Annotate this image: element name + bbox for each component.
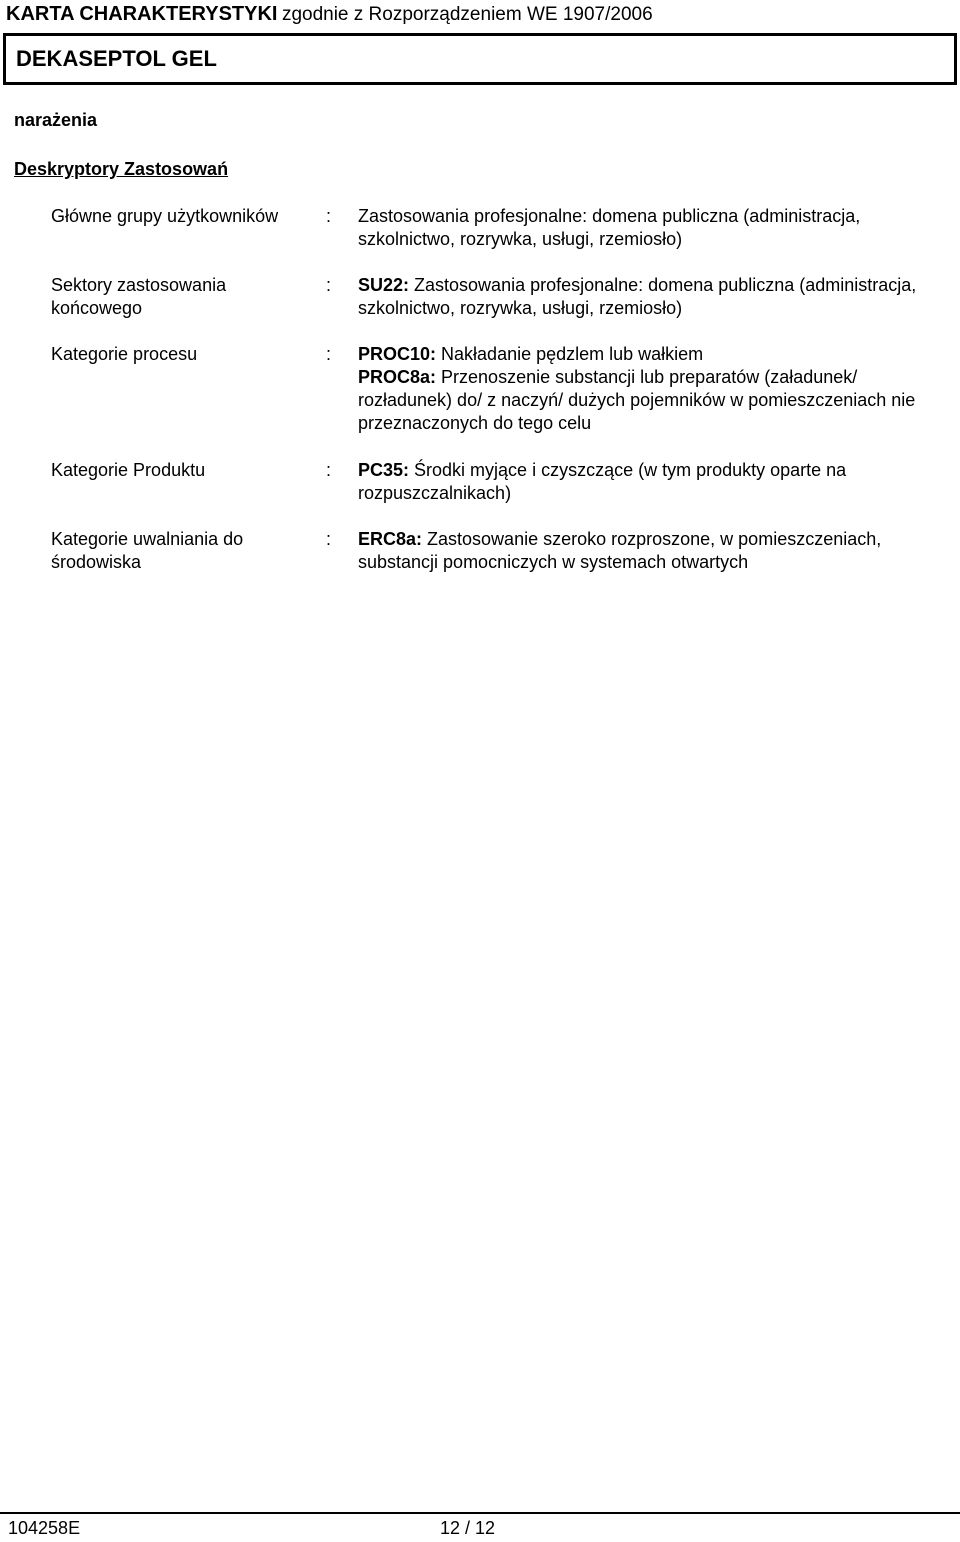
page-number: 12 / 12 <box>440 1518 496 1538</box>
descriptor-value <box>358 205 953 251</box>
descriptor-code: SU22: <box>358 275 410 295</box>
descriptor-label: Kategorie Produktu <box>51 460 206 480</box>
page-footer <box>0 1512 960 1542</box>
descriptor-code: PROC8a: <box>358 367 437 387</box>
descriptor-label: Sektory zastosowania końcowego <box>51 275 227 318</box>
descriptor-text: Zastosowanie szeroko rozproszone, w pomieszczeniach, substancji pomocniczych w systemach otwartych <box>358 529 882 572</box>
descriptor-code: ERC8a: <box>358 529 423 549</box>
descriptor-line <box>358 366 953 435</box>
descriptor-value <box>358 274 953 320</box>
descriptor-label: Kategorie procesu <box>51 344 198 364</box>
descriptor-text: Zastosowania profesjonalne: domena publiczna (administracja, szkolnictwo, rozrywka, usługi, rzemiosło) <box>358 206 861 249</box>
descriptor-label: Kategorie uwalniania do środowiska <box>51 529 244 572</box>
descriptor-line <box>358 459 953 505</box>
descriptor-code: PC35: <box>358 460 410 480</box>
document-header <box>0 0 960 30</box>
descriptor-text: Nakładanie pędzlem lub wałkiem <box>436 344 704 364</box>
descriptor-line <box>358 205 953 251</box>
descriptor-colon: : <box>326 206 332 226</box>
descriptor-value <box>358 343 953 435</box>
use-descriptors-heading: Deskryptory Zastosowań <box>14 159 229 179</box>
descriptor-line <box>358 274 953 320</box>
descriptor-colon: : <box>326 344 332 364</box>
descriptor-colon: : <box>326 529 332 549</box>
descriptor-text: Przenoszenie substancji lub preparatów (załadunek/ rozładunek) do/ z naczyń/ dużych pojemników w pomieszczeniach nie przeznaczonych do tego celu <box>358 367 916 433</box>
descriptor-code: PROC10: <box>358 344 437 364</box>
descriptor-text: Środki myjące i czyszczące (w tym produkty oparte na rozpuszczalnikach) <box>358 460 847 503</box>
descriptor-label: Główne grupy użytkowników <box>51 206 279 226</box>
descriptor-colon: : <box>326 275 332 295</box>
document-title: KARTA CHARAKTERYSTYKI <box>6 3 278 25</box>
descriptor-value <box>358 528 953 574</box>
descriptor-colon: : <box>326 460 332 480</box>
descriptor-line <box>358 528 953 574</box>
section-heading: narażenia <box>14 110 98 130</box>
descriptor-line <box>358 343 953 366</box>
descriptor-value <box>358 459 953 505</box>
document-number: 104258E <box>8 1518 81 1538</box>
product-name: DEKASEPTOL GEL <box>16 46 217 71</box>
product-name-box <box>3 33 957 85</box>
regulation-reference: zgodnie z Rozporządzeniem WE 1907/2006 <box>281 4 653 25</box>
descriptor-text: Zastosowania profesjonalne: domena publiczna (administracja, szkolnictwo, rozrywka, usługi, rzemiosło) <box>358 275 917 318</box>
